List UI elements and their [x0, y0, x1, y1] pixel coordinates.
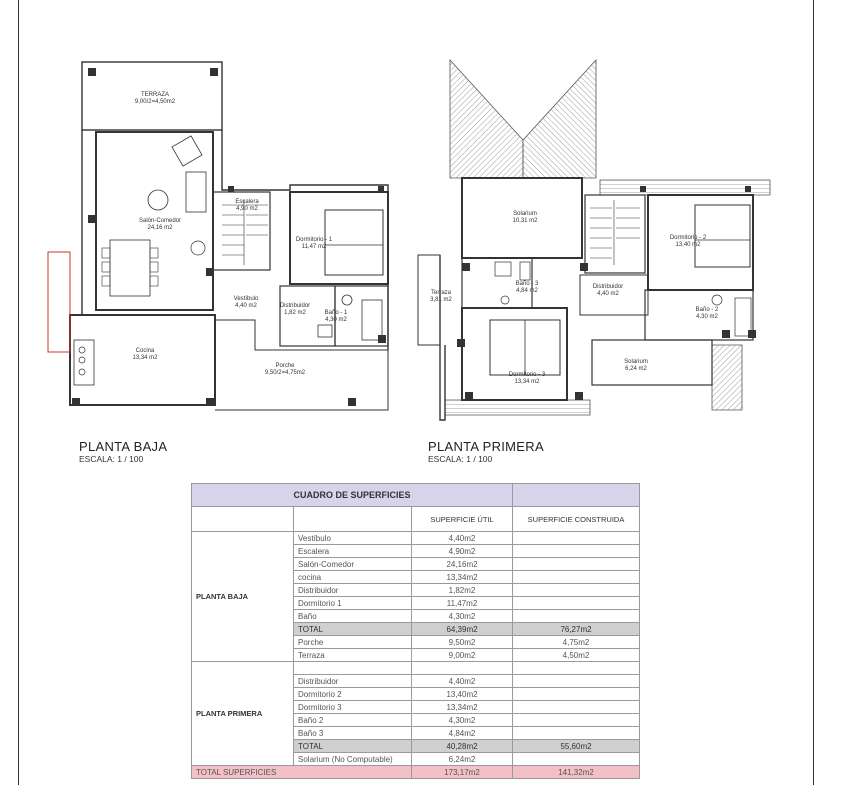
- label-ff-dormitorio3: Dormitorio - 3: [508, 372, 546, 378]
- label-gf-porche-area: 9,50/2=4,75m2: [264, 370, 306, 376]
- ground-floor-plan: [48, 62, 388, 410]
- table-row: cocina 13,34m2: [192, 571, 640, 584]
- section-planta-primera: PLANTA PRIMERA: [192, 662, 294, 766]
- table-row: Escalera 4,90m2: [192, 545, 640, 558]
- total-row-planta-primera: TOTAL 40,28m2 55,60m2: [192, 740, 640, 753]
- table-row: [192, 662, 640, 675]
- label-gf-bano1-area: 4,30 m2: [325, 317, 347, 323]
- label-ff-dormitorio3-area: 13,34 m2: [514, 379, 540, 385]
- table-row: Porche 9,50m2 4,75m2: [192, 636, 640, 649]
- label-ff-terraza-area: 3,81 m2: [430, 297, 452, 303]
- roof-right-lower: [712, 345, 742, 410]
- label-ff-bano3-area: 4,84 m2: [516, 288, 538, 294]
- surfaces-table: [191, 483, 640, 779]
- table-row: PLANTA BAJA Vestíbulo 4,40m2: [192, 532, 640, 545]
- roof-right: [523, 60, 596, 178]
- table-title: CUADRO DE SUPERFICIES: [192, 484, 513, 507]
- label-gf-cocina: Cocina: [135, 348, 155, 354]
- table-row: Terraza 9,00m2 4,50m2: [192, 649, 640, 662]
- label-ff-solarium2: Solarium: [624, 359, 648, 365]
- table-row: Dormitorio 1 11,47m2: [192, 597, 640, 610]
- label-gf-escalera-area: 4,90 m2: [236, 206, 258, 212]
- label-gf-vestibulo-area: 4,40 m2: [235, 303, 257, 309]
- ground-floor-title: PLANTA BAJA: [79, 439, 168, 454]
- roof-top-strip: [600, 180, 770, 195]
- label-ff-solarium2-area: 6,24 m2: [625, 366, 647, 372]
- label-ff-terraza: Terraza: [430, 290, 452, 296]
- roof-bottom: [445, 400, 590, 415]
- label-gf-dormitorio1: Dormitorio - 1: [295, 237, 333, 243]
- col-header-util: SUPERFICIE ÚTIL: [412, 507, 513, 532]
- total-row-planta-baja: TOTAL 64,39m2 76,27m2: [192, 623, 640, 636]
- roof-left: [450, 60, 523, 178]
- table-row: Dormitorio 3 13,34m2: [192, 701, 640, 714]
- first-floor-plan: [418, 60, 770, 420]
- label-ff-distribuidor-area: 4,40 m2: [597, 291, 619, 297]
- first-floor-scale: ESCALA: 1 / 100: [428, 454, 493, 464]
- label-ff-bano2: Baño - 2: [695, 307, 719, 313]
- table-row: Salón-Comedor 24,16m2: [192, 558, 640, 571]
- table-row: Baño 2 4,30m2: [192, 714, 640, 727]
- label-ff-dormitorio2-area: 13,40 m2: [675, 242, 701, 248]
- first-floor-title: PLANTA PRIMERA: [428, 439, 544, 454]
- label-ff-solarium1: Solarium: [513, 211, 537, 217]
- label-gf-terraza: TERRAZA: [140, 92, 170, 98]
- label-gf-terraza-area: 9,00/2=4,50m2: [134, 99, 176, 105]
- first-floor-labels: [430, 211, 719, 385]
- ground-floor-labels: [132, 92, 348, 376]
- section-planta-baja: PLANTA BAJA: [192, 532, 294, 662]
- label-gf-salon: Salón-Comedor: [138, 218, 182, 224]
- label-gf-bano1: Baño - 1: [324, 310, 348, 316]
- label-ff-dormitorio2: Dormitorio - 2: [669, 235, 707, 241]
- label-gf-salon-area: 24,16 m2: [147, 225, 173, 231]
- table-row: Distribuidor 4,40m2: [192, 675, 640, 688]
- grand-total-row: TOTAL SUPERFICIES 173,17m2 141,32m2: [192, 766, 640, 779]
- table-row: Distribuidor 1,82m2: [192, 584, 640, 597]
- label-ff-solarium1-area: 10,31 m2: [512, 218, 538, 224]
- label-gf-vestibulo: Vestíbulo: [233, 296, 259, 302]
- label-ff-distribuidor: Distribuidor: [592, 284, 624, 290]
- col-header-construida: SUPERFICIE CONSTRUIDA: [513, 507, 640, 532]
- label-gf-cocina-area: 13,34 m2: [132, 355, 158, 361]
- table-row: Dormitorio 2 13,40m2: [192, 688, 640, 701]
- ground-floor-scale: ESCALA: 1 / 100: [79, 454, 144, 464]
- label-ff-bano3: Baño - 3: [515, 281, 539, 287]
- label-gf-dormitorio1-area: 11,47 m2: [301, 244, 327, 250]
- table-row: Baño 4,30m2: [192, 610, 640, 623]
- table-row: Baño 3 4,84m2: [192, 727, 640, 740]
- label-gf-distribuidor: Distribuidor: [279, 303, 311, 309]
- label-ff-bano2-area: 4,30 m2: [696, 314, 718, 320]
- label-gf-distribuidor-area: 1,82 m2: [284, 310, 306, 316]
- label-gf-escalera: Escalera: [235, 199, 259, 205]
- table-row: Solarium (No Computable) 6,24m2: [192, 753, 640, 766]
- label-gf-porche: Porche: [275, 363, 295, 369]
